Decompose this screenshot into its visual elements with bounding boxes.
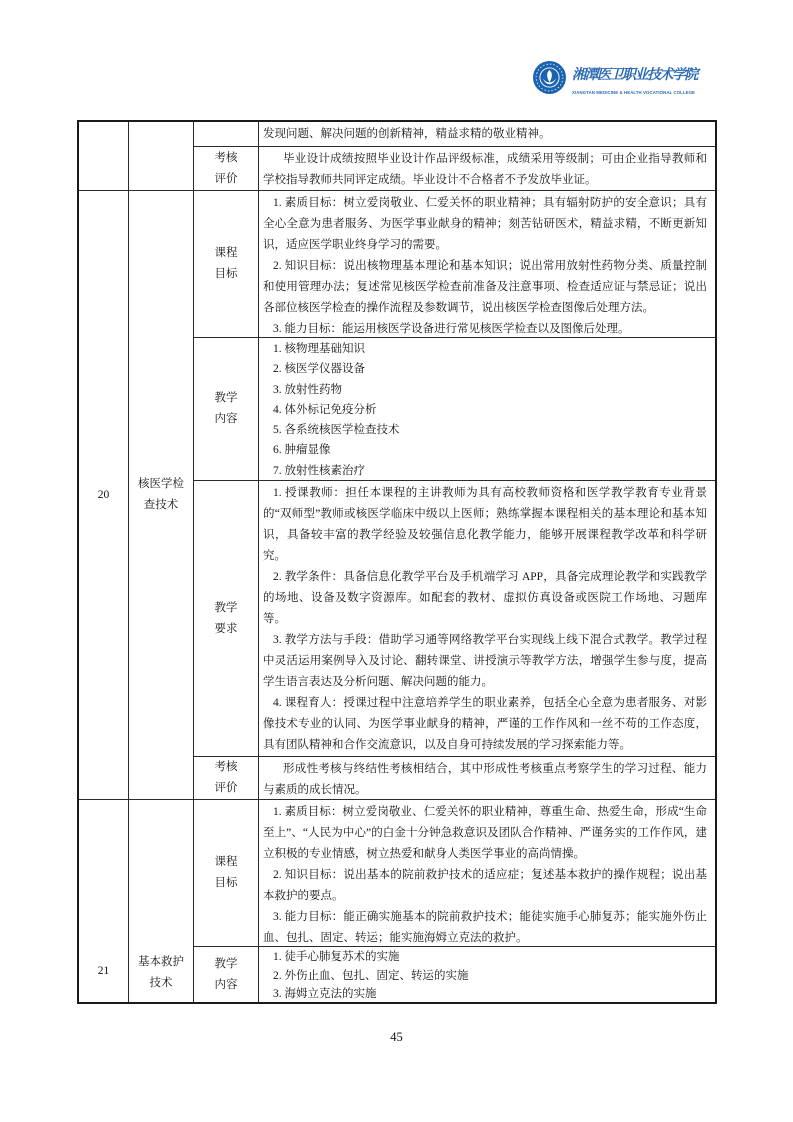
empty-label-cell — [194, 122, 259, 147]
course-number: 21 — [97, 965, 110, 977]
objective-paragraph: 1. 素质目标：树立爱岗敬业、仁爱关怀的职业精神，尊重生命、热爱生命，形成“生命至上”、“人民为中心”的白金十分钟急救意识及团队合作精神、严谨务实的工作作风，建立积极的专业情感，树立热爱和献身人类医学事业的高尚情操。 — [263, 806, 707, 860]
carryover-content-cell — [259, 122, 715, 147]
course-21-number-cell — [79, 800, 129, 1002]
objectives-label: 课程目标 — [214, 856, 238, 889]
college-name-en: XIANGTAN MEDICINE & HEALTH VOCATIONAL COLLEGE — [572, 89, 696, 95]
assessment-label-cell — [194, 757, 259, 800]
assessment-label-cell — [194, 147, 259, 191]
course-20-assessment-cell — [259, 757, 715, 800]
content-item: 4. 体外标记免疫分析 — [273, 403, 377, 416]
assessment-label: 考核评价 — [214, 151, 238, 185]
content-item: 2. 外伤止血、包扎、固定、转运的实施 — [273, 969, 469, 982]
content-item: 1. 徒手心肺复苏术的实施 — [273, 951, 400, 963]
objectives-label-cell — [194, 800, 259, 947]
course-name: 基本救护技术 — [137, 956, 184, 989]
content-label-cell — [194, 947, 259, 1002]
course-20-requirements-cell — [259, 481, 715, 757]
requirements-label: 教学要求 — [214, 601, 238, 635]
course-20-objectives-cell — [259, 191, 715, 338]
content-label-cell — [194, 338, 259, 481]
carryover-assessment-text: 毕业设计成绩按照毕业设计作品评级标准，成绩采用等级制；可由企业指导教师和学校指导教师共同评定成绩。毕业设计不合格者不予发放毕业证。 — [263, 153, 707, 186]
college-name-block — [572, 64, 793, 95]
college-header — [533, 61, 793, 94]
requirement-paragraph: 2. 教学条件：具备信息化教学平台及手机端学习 APP，具备完成理论教学和实践教学的场地、设备及数字资源库。如配套的教材、虚拟仿真设备或医院工作场地、习题库等。 — [263, 571, 707, 625]
content-item: 3. 放射性药物 — [273, 383, 342, 396]
content-item: 5. 各系统核医学检查技术 — [273, 424, 400, 437]
objectives-label-cell — [194, 191, 259, 338]
empty-course-name-cell — [129, 122, 194, 191]
requirement-paragraph: 3. 教学方法与手段：借助学习通等网络教学平台实现线上线下混合式教学。教学过程中灵活运用案例导入及讨论、翻转课堂、讲授演示等教学方法，增强学生参与度，提高学生语言表达及分析问题、解决问题的能力。 — [263, 634, 707, 688]
objective-paragraph: 2. 知识目标：说出核物理基本理论和基本知识；说出常用放射性药物分类、质量控制和使用管理办法；复述常见核医学检查前准备及注意事项、检查适应证与禁忌证；说出各部位核医学检查的操作流程及参数调节，说出核医学检查图像后处理方法。 — [263, 260, 707, 314]
assessment-label: 考核评价 — [214, 761, 238, 794]
content-item: 2. 核医学仪器设备 — [273, 363, 365, 376]
content-item: 7. 放射性核素治疗 — [273, 464, 365, 477]
course-21-name-cell — [129, 800, 194, 1002]
course-20-name-cell — [129, 191, 194, 800]
page-number: 45 — [390, 1030, 403, 1044]
content-item: 1. 核物理基础知识 — [273, 343, 365, 355]
content-item: 3. 海姆立克法的实施 — [273, 988, 377, 1001]
assessment-text: 形成性考核与终结性考核相结合，其中形成性考核重点考察学生的学习过程、能力与素质的成长情况。 — [263, 763, 707, 796]
course-syllabus-table — [77, 120, 717, 1004]
objectives-label: 课程目标 — [214, 247, 238, 280]
course-21-objectives-cell — [259, 800, 715, 947]
requirements-label-cell — [194, 481, 259, 757]
course-name: 核医学检查技术 — [137, 478, 184, 511]
content-item: 6. 肿瘤显像 — [273, 444, 331, 457]
course-number: 20 — [97, 488, 110, 501]
requirement-paragraph: 1. 授课教师：担任本课程的主讲教师为具有高校教师资格和医学教学教育专业背景的“双师型”教师或核医学临床中级以上医师；熟练掌握本课程相关的基本理论和基本知识，具备较丰富的教学经验及较强信息化教学能力，能够开展课程教学改革和科学研究。 — [263, 487, 707, 562]
objective-paragraph: 2. 知识目标：说出基本的院前救护技术的适应症；复述基本救护的操作规程；说出基本救护的要点。 — [263, 869, 707, 902]
carryover-text: 发现问题、解决问题的创新精神，精益求精的敬业精神。 — [263, 128, 551, 140]
college-name-cn: 湘潭医卫职业技术学院 — [572, 66, 697, 83]
college-emblem-icon — [533, 61, 566, 94]
empty-no-cell — [79, 122, 129, 191]
objective-paragraph: 3. 能力目标：能正确实施基本的院前救护技术；能徒实施手心肺复苏；能实施外伤止血、包扎、固定、转运；能实施海姆立克法的救护。 — [263, 911, 707, 944]
carryover-assessment-cell — [259, 147, 715, 191]
objective-paragraph: 3. 能力目标：能运用核医学设备进行常见核医学检查以及图像后处理。 — [273, 323, 630, 335]
content-label: 教学内容 — [214, 392, 238, 425]
course-20-number-cell — [79, 191, 129, 800]
course-20-content-cell — [259, 338, 715, 481]
requirement-paragraph: 4. 课程育人：授课过程中注意培养学生的职业素养，包括全心全意为患者服务、对影像技术专业的认同、为医学事业献身的精神，严谨的工作作风和一丝不苟的工作态度，具有团队精神和合作交流意识，以及自身可持续发展的学习探索能力等。 — [263, 697, 707, 751]
content-label: 教学内容 — [214, 957, 238, 991]
course-21-content-cell — [259, 947, 715, 1002]
objective-paragraph: 1. 素质目标：树立爱岗敬业、仁爱关怀的职业精神；具有辐射防护的安全意识；具有全心全意为患者服务、为医学事业献身的精神；刻苦钻研医术，精益求精，不断更新知识，适应医学职业终身学习的需要。 — [263, 197, 707, 251]
